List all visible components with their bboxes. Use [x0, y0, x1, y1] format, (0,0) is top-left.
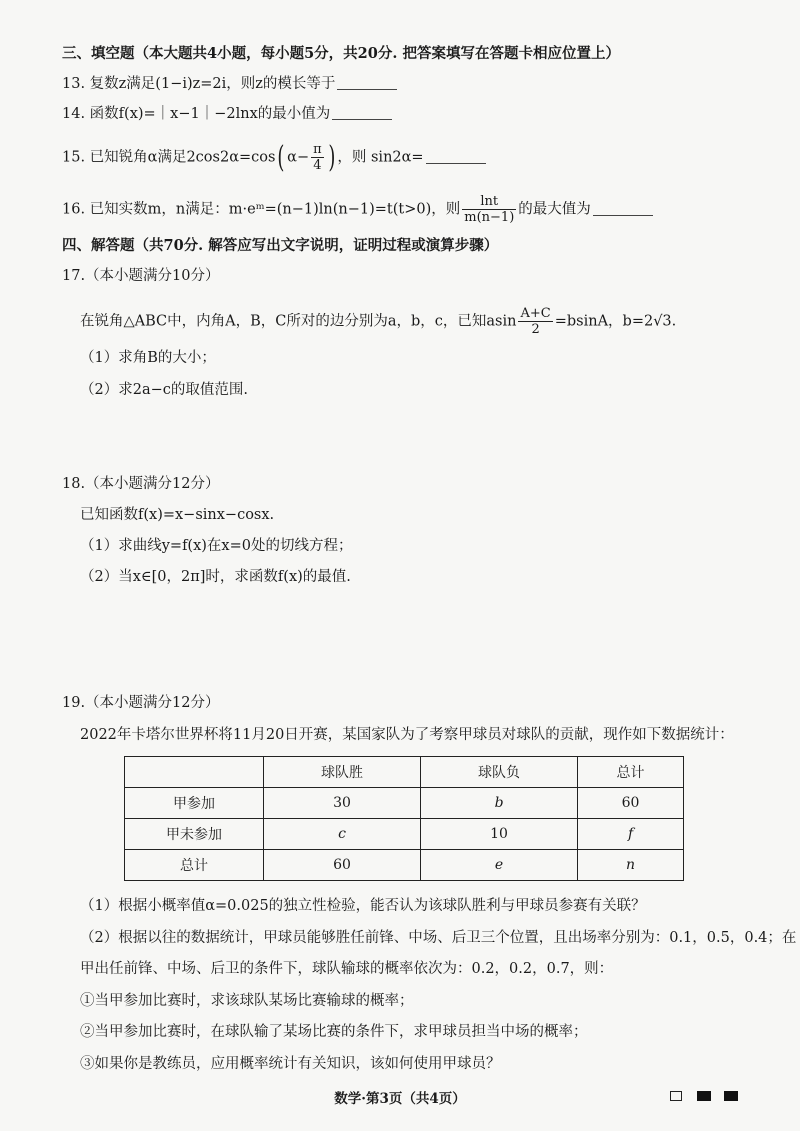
table-cell-var: c — [338, 826, 346, 842]
table-header-row — [125, 757, 684, 788]
question-15-fraction — [311, 142, 324, 173]
table-cell: 30 — [264, 788, 421, 819]
question-19-header: 19.（本小题满分12分） — [62, 695, 220, 711]
question-13-text: 13. 复数z满足(1−i)z=2i，则z的模长等于 — [62, 76, 336, 92]
table-cell: 甲未参加 — [125, 819, 264, 850]
question-14-text: 14. 函数f(x)=｜x−1｜−2lnx的最小值为 — [62, 106, 331, 122]
question-19-part-2b: 甲出任前锋、中场、后卫的条件下，球队输球的概率依次为：0.2，0.2，0.7，则： — [80, 961, 614, 977]
table-cell — [421, 850, 578, 881]
question-14 — [62, 104, 392, 124]
table-header-cell: 球队胜 — [264, 757, 421, 788]
question-19-part-1: （1）根据小概率值α=0.025的独立性检验，能否认为该球队胜利与甲球员参赛有关联？ — [80, 898, 646, 914]
question-18-part-1: （1）求曲线y=f(x)在x=0处的切线方程； — [80, 538, 353, 554]
question-16 — [62, 194, 653, 225]
question-17-stem-pre: 在锐角△ABC中，内角A，B，C所对的边分别为a，b，c，已知asin — [80, 313, 517, 330]
hollow-square-icon — [670, 1091, 682, 1101]
left-paren: ( — [277, 139, 285, 175]
table-cell: 60 — [578, 788, 684, 819]
question-16-fraction — [462, 194, 516, 225]
table-cell: 10 — [421, 819, 578, 850]
question-15 — [62, 139, 486, 175]
question-17-stem — [80, 306, 676, 337]
table-cell — [578, 850, 684, 881]
question-15-arg: α− — [287, 149, 310, 166]
table-cell: 甲参加 — [125, 788, 264, 819]
page-footer: 数学·第3页（共4页） — [334, 1091, 466, 1107]
question-17-stem-post: =bsinA，b=2√3. — [554, 313, 677, 330]
question-18-stem: 已知函数f(x)=x−sinx−cosx. — [80, 507, 275, 523]
fill-in-section-header: 三、填空题（本大题共4小题，每小题5分，共20分. 把答案填写在答题卡相应位置上） — [62, 45, 620, 62]
table-cell — [578, 819, 684, 850]
question-18-header: 18.（本小题满分12分） — [62, 476, 220, 492]
table-cell-var: f — [627, 826, 634, 842]
filled-square-icon — [697, 1091, 711, 1101]
table-row — [125, 850, 684, 881]
table-header-cell: 总计 — [578, 757, 684, 788]
question-19-part-2a: （2）根据以往的数据统计，甲球员能够胜任前锋、中场、后卫三个位置，且出场率分别为：0.1，0.5，0.4；在 — [80, 930, 797, 946]
fraction-numerator: A+C — [520, 306, 551, 321]
table-header-cell — [125, 757, 264, 788]
answer-blank — [426, 149, 486, 164]
question-17-part-1: （1）求角B的大小； — [80, 350, 216, 366]
question-15-post: ，则 sin2α= — [337, 149, 424, 166]
question-19-sub-3: ③如果你是教练员，应用概率统计有关知识，该如何使用甲球员？ — [80, 1056, 501, 1072]
question-17-part-2: （2）求2a−c的取值范围. — [80, 382, 248, 398]
question-19-sub-2: ②当甲参加比赛时，在球队输了某场比赛的条件下，求甲球员担当中场的概率； — [80, 1024, 588, 1040]
fraction-denominator: 2 — [531, 322, 540, 337]
answer-blank — [332, 105, 392, 120]
question-18-part-2: （2）当x∈[0，2π]时，求函数f(x)的最值. — [80, 569, 351, 585]
question-19-sub-1: ①当甲参加比赛时，求该球队某场比赛输球的概率； — [80, 993, 414, 1009]
solve-section-header: 四、解答题（共70分. 解答应写出文字说明，证明过程或演算步骤） — [62, 237, 499, 254]
answer-blank — [337, 75, 397, 90]
table-cell — [421, 788, 578, 819]
question-17-header: 17.（本小题满分10分） — [62, 268, 220, 284]
question-16-pre: 16. 已知实数m，n满足：m·eᵐ=(n−1)ln(n−1)=t(t>0)，则 — [62, 201, 461, 218]
question-17-fraction — [518, 306, 552, 337]
fraction-numerator: π — [313, 142, 322, 157]
filled-square-icon — [724, 1091, 738, 1101]
fraction-numerator: lnt — [462, 194, 516, 210]
fraction-denominator: 4 — [313, 158, 322, 173]
table-cell-var: e — [494, 857, 504, 873]
table-cell-var: b — [494, 795, 504, 811]
right-paren: ) — [328, 139, 336, 175]
answer-blank — [593, 201, 653, 216]
table-cell — [264, 819, 421, 850]
table-cell: 总计 — [125, 850, 264, 881]
question-16-post: 的最大值为 — [518, 201, 591, 218]
question-15-pre: 15. 已知锐角α满足2cos2α=cos — [62, 149, 276, 166]
fraction-denominator: m(n−1) — [464, 210, 515, 225]
data-table — [124, 756, 684, 881]
table-cell-var: n — [626, 857, 636, 873]
table-cell: 60 — [264, 850, 421, 881]
question-13 — [62, 74, 397, 94]
table-row — [125, 819, 684, 850]
table-row — [125, 788, 684, 819]
question-19-stem: 2022年卡塔尔世界杯将11月20日开赛，某国家队为了考察甲球员对球队的贡献，现作如下数据统计： — [80, 727, 734, 743]
table-header-cell: 球队负 — [421, 757, 578, 788]
